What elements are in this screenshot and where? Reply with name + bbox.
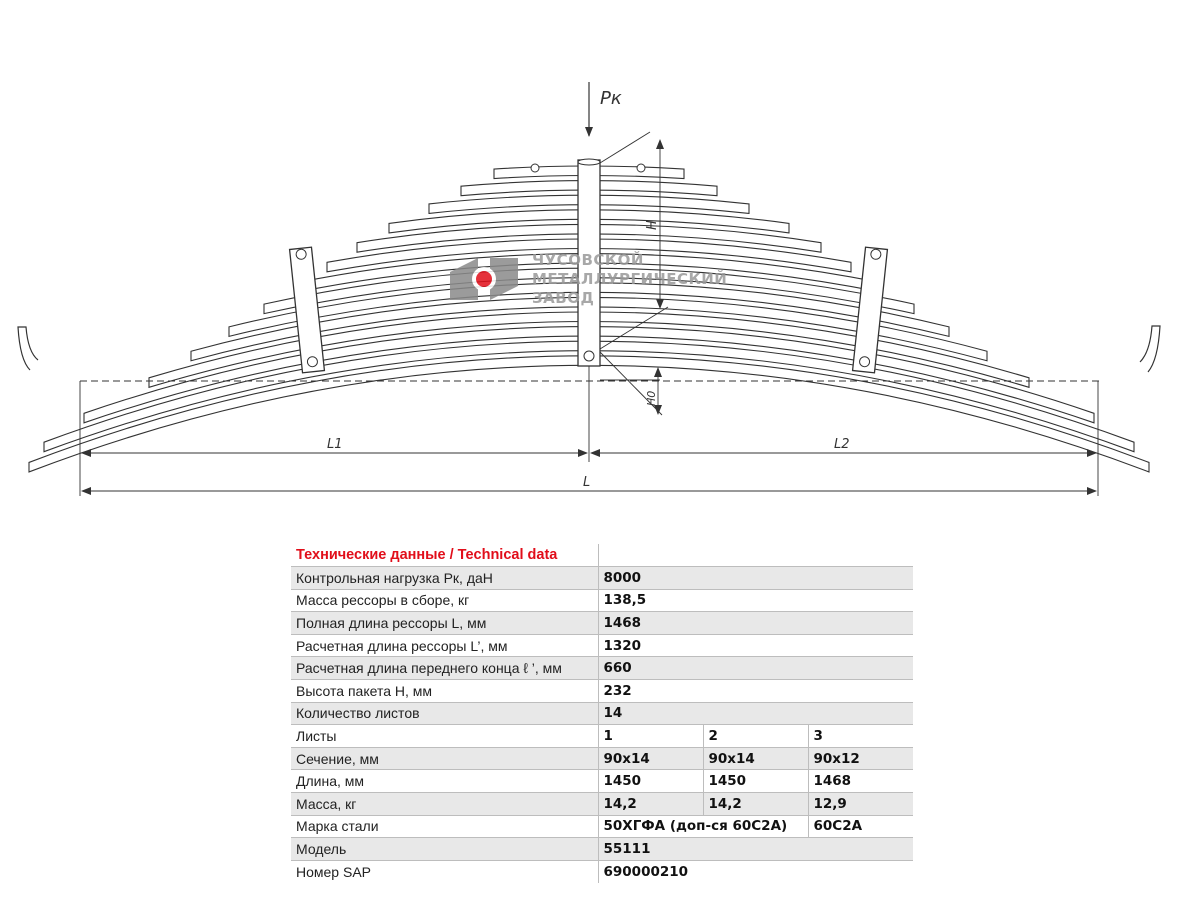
row-value: 14 — [598, 702, 913, 725]
l2-label: L2 — [834, 437, 850, 452]
left-hook-end — [18, 327, 38, 370]
row-label: Модель — [291, 838, 598, 861]
row-label: Длина, мм — [291, 770, 598, 793]
table-row — [291, 657, 913, 680]
l1-label: L1 — [327, 437, 343, 452]
row-value: 60С2А — [808, 815, 913, 838]
table-title-row — [291, 544, 913, 567]
logo-line-2: МЕТАЛЛУРГИЧЕСКИЙ — [532, 270, 728, 288]
row-label: Контрольная нагрузка Pк, даН — [291, 567, 598, 590]
h0-label: H0 — [645, 390, 658, 406]
table-title: Технические данные / Technical data — [296, 547, 558, 564]
l-label: L — [583, 475, 591, 490]
row-value: 14,2 — [598, 793, 703, 816]
row-value: 2 — [703, 725, 808, 748]
row-label: Масса, кг — [291, 793, 598, 816]
logo-line-1: ЧУСОВСКОЙ — [532, 251, 644, 269]
top-bolt-left — [531, 164, 539, 172]
row-value: 12,9 — [808, 793, 913, 816]
load-label: Pк — [600, 88, 622, 109]
row-value: 8000 — [598, 567, 913, 590]
row-value: 1320 — [598, 634, 913, 657]
table-row — [291, 747, 913, 770]
logo-line-3: ЗАВОД — [532, 289, 595, 307]
technical-data-table — [291, 544, 913, 883]
table-title-blank — [598, 544, 913, 567]
table-row — [291, 838, 913, 861]
row-value: 50ХГФА (доп-ся 60С2А) — [598, 815, 808, 838]
row-value: 1450 — [703, 770, 808, 793]
row-value: 1 — [598, 725, 703, 748]
table-row — [291, 680, 913, 703]
row-label: Расчетная длина рессоры L’, мм — [291, 634, 598, 657]
row-value: 138,5 — [598, 589, 913, 612]
row-value: 14,2 — [703, 793, 808, 816]
table-row — [291, 589, 913, 612]
row-label: Количество листов — [291, 702, 598, 725]
row-label: Высота пакета H, мм — [291, 680, 598, 703]
row-label: Сечение, мм — [291, 747, 598, 770]
table-row — [291, 815, 913, 838]
table-row — [291, 860, 913, 883]
row-label: Номер SAP — [291, 860, 598, 883]
row-value: 232 — [598, 680, 913, 703]
row-value: 3 — [808, 725, 913, 748]
table-row — [291, 634, 913, 657]
row-value: 690000210 — [598, 860, 913, 883]
row-label: Полная длина рессоры L, мм — [291, 612, 598, 635]
row-value: 1468 — [808, 770, 913, 793]
right-hook-end — [1140, 326, 1160, 372]
row-value: 1450 — [598, 770, 703, 793]
top-bolt-right — [637, 164, 645, 172]
row-value: 660 — [598, 657, 913, 680]
row-value: 90x14 — [703, 747, 808, 770]
table-row — [291, 702, 913, 725]
row-value: 55111 — [598, 838, 913, 861]
table-row — [291, 612, 913, 635]
table-row — [291, 793, 913, 816]
table-row — [291, 770, 913, 793]
row-label: Расчетная длина переднего конца ℓ ’, мм — [291, 657, 598, 680]
row-value: 90x12 — [808, 747, 913, 770]
row-value: 90x14 — [598, 747, 703, 770]
row-label: Масса рессоры в сборе, кг — [291, 589, 598, 612]
table-row — [291, 567, 913, 590]
height-label: H — [645, 220, 660, 230]
table-row — [291, 725, 913, 748]
row-label: Марка стали — [291, 815, 598, 838]
row-label: Листы — [291, 725, 598, 748]
row-value: 1468 — [598, 612, 913, 635]
